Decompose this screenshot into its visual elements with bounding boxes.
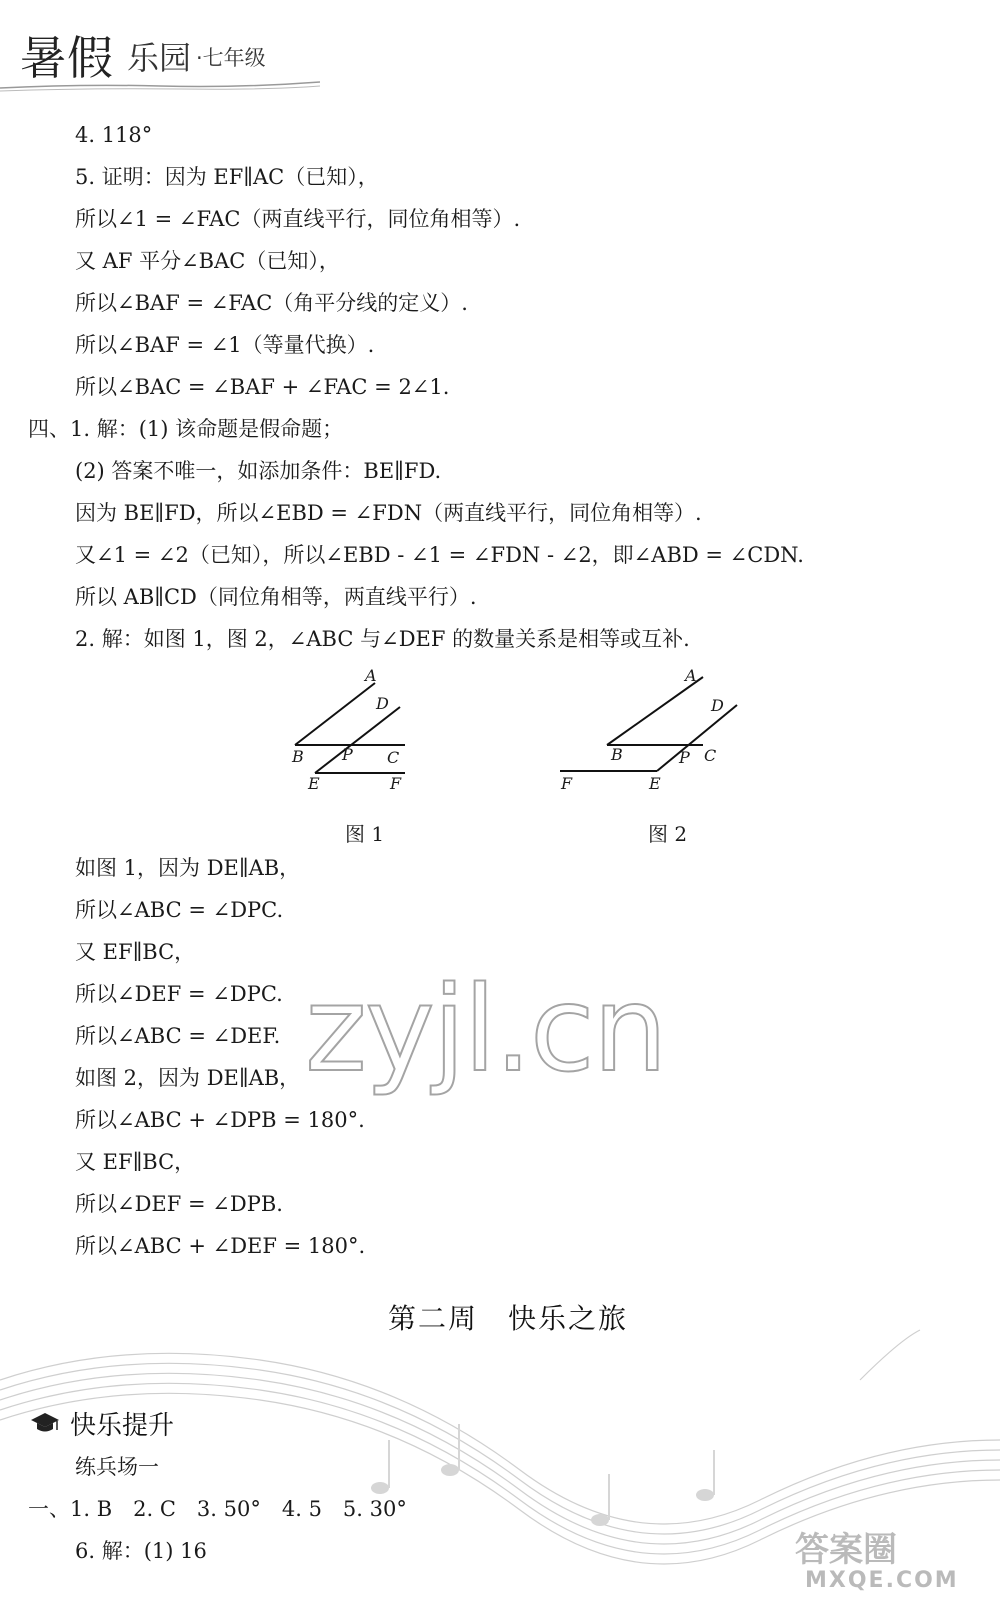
- point-p-label: P: [679, 748, 690, 767]
- point-c-label: C: [704, 746, 717, 765]
- answer-line: 所以∠DEF = ∠DPB.: [75, 1192, 283, 1216]
- answer-line: 所以 AB∥CD（同位角相等，两直线平行）.: [75, 585, 477, 609]
- point-e-label: E: [308, 774, 320, 793]
- answer-line: 因为 BE∥FD，所以∠EBD = ∠FDN（两直线平行，同位角相等）.: [75, 501, 702, 525]
- point-f-label: F: [561, 774, 573, 793]
- graduation-cap-icon: [30, 1411, 60, 1435]
- answer-line: 2. 解：如图 1，图 2，∠ABC 与∠DEF 的数量关系是相等或互补.: [75, 627, 690, 651]
- answer-line: 所以∠DEF = ∠DPC.: [75, 982, 283, 1006]
- figure-1-caption: 图 1: [345, 822, 385, 846]
- answer-line: 如图 1，因为 DE∥AB，: [75, 856, 301, 880]
- section-header: [30, 1405, 174, 1441]
- watermark: zyjl.cn: [305, 960, 666, 1098]
- answer-line: 所以∠ABC = ∠DEF.: [75, 1024, 281, 1048]
- answer-line: 所以∠BAF = ∠1（等量代换）.: [75, 333, 375, 357]
- brand-subtitle: 乐园: [127, 39, 192, 77]
- answer-line: 所以∠BAC = ∠BAF + ∠FAC = 2∠1.: [75, 375, 450, 399]
- point-a-label: A: [365, 666, 377, 685]
- figure-2: [555, 665, 750, 795]
- header-rule: [0, 74, 320, 94]
- brand-title: 暑假: [20, 31, 114, 85]
- answer-line: 所以∠1 = ∠FAC（两直线平行，同位角相等）.: [75, 207, 521, 231]
- section-subtitle: 练兵场一: [75, 1455, 159, 1479]
- corner-watermark: 答案圈: [795, 1530, 897, 1570]
- answer-line: 又∠1 = ∠2（已知），所以∠EBD - ∠1 = ∠FDN - ∠2，即∠ABD = ∠CDN.: [75, 543, 804, 567]
- answer-line: 所以∠BAF = ∠FAC（角平分线的定义）.: [75, 291, 468, 315]
- answer-line: 4. 118°: [75, 123, 153, 147]
- answer-line: 四、1. 解：(1) 该命题是假命题；: [28, 417, 344, 441]
- answer-line: (2) 答案不唯一，如添加条件：BE∥FD.: [75, 459, 442, 483]
- answer-line: 又 EF∥BC，: [75, 940, 196, 964]
- figure-2-caption: 图 2: [648, 822, 688, 846]
- section-title: 快乐提升: [70, 1410, 175, 1441]
- point-f-label: F: [390, 774, 402, 793]
- answer-line: 如图 2，因为 DE∥AB，: [75, 1066, 301, 1090]
- point-a-label: A: [685, 666, 697, 685]
- answer-line: 5. 证明：因为 EF∥AC（已知），: [75, 165, 379, 189]
- figure-1: [280, 665, 420, 795]
- week-title: 第二周 快乐之旅: [388, 1302, 629, 1335]
- answer-line: 所以∠ABC + ∠DEF = 180°.: [75, 1234, 366, 1258]
- answer-line: 又 AF 平分∠BAC（已知），: [75, 249, 340, 273]
- answer-line: 所以∠ABC = ∠DPC.: [75, 898, 284, 922]
- page-header: [0, 0, 1000, 95]
- answer-line: 所以∠ABC + ∠DPB = 180°.: [75, 1108, 365, 1132]
- answer-line: 又 EF∥BC，: [75, 1150, 196, 1174]
- point-d-label: D: [711, 696, 724, 715]
- point-p-label: P: [342, 745, 353, 764]
- answer-line: 6. 解：(1) 16: [75, 1539, 207, 1563]
- answer-line: 一、1. B 2. C 3. 50° 4. 5 5. 30°: [28, 1497, 407, 1521]
- point-d-label: D: [376, 694, 389, 713]
- corner-url: MXQE.COM: [805, 1568, 959, 1593]
- grade-label: ·七年级: [196, 46, 266, 70]
- point-c-label: C: [387, 748, 400, 767]
- point-b-label: B: [292, 747, 304, 766]
- point-e-label: E: [649, 774, 661, 793]
- point-b-label: B: [611, 745, 623, 764]
